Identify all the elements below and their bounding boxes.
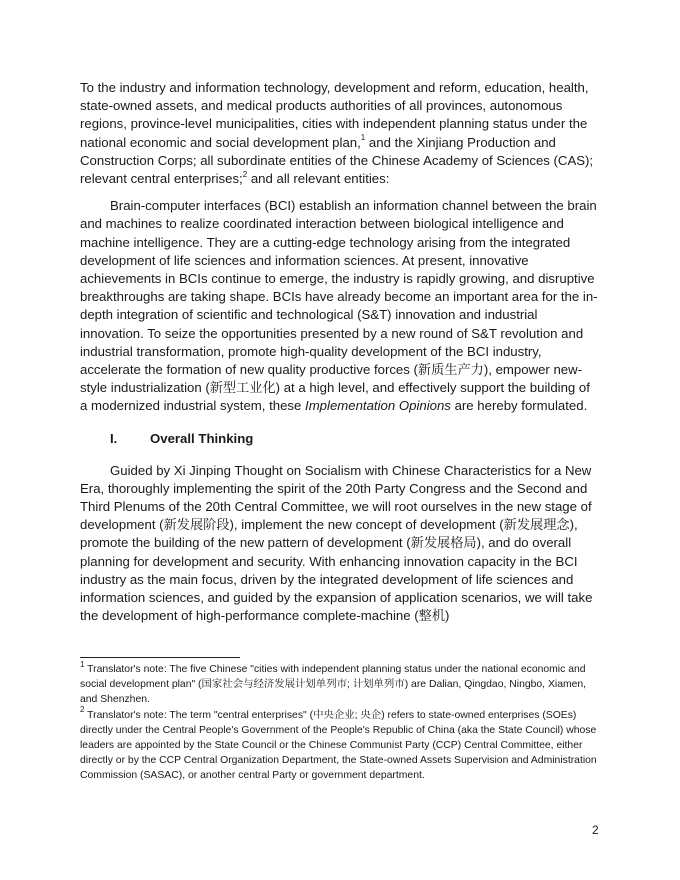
page-number: 2 — [592, 823, 599, 837]
section-heading — [80, 430, 600, 448]
footnote-mark-2: 2 — [80, 705, 85, 715]
addressee-text-2: and the Xinjiang Production and Construction Corps; all subordinate entities of the Chinese Academy of Sciences (CAS); relevant central enterprises; — [80, 134, 594, 187]
footnote-1 — [80, 659, 600, 708]
addressee-text-3: and all relevant entities: — [247, 171, 390, 187]
footnote-text-2: Translator's note: The term "central enterprises" (中央企业; 央企) refers to state-owned enterprises (SOEs) directly under the Central People's Government of the People's Republic of China (aka the State Council) whose leaders are appointed by the State Council or the Chinese Communist Party (CCP) Central Committee, either directly or by the CCP Central Organization Department, the State-owned Assets Supervision and Administration Commission (SASAC), or another central Party or government department. — [80, 709, 597, 782]
addressee-text-1: To the industry and information technology, development and reform, education, health, state-owned assets, and medical products authorities of all provinces, autonomous regions, province-level municipalities, cities with independent planning status under the national economic and social development plan, — [80, 80, 589, 150]
section-number: I. — [110, 430, 118, 446]
footnote-divider — [80, 657, 240, 658]
footnote-2 — [80, 705, 600, 784]
intro-italic-title: Implementation Opinions — [305, 398, 451, 414]
intro-paragraph — [80, 197, 600, 415]
footnote-text-1: Translator's note: The five Chinese "cities with independent planning status under the national economic and social development plan" (国家社会与经济发展计划单列市; 计划单列市) are Dalian, Qingdao, Ningbo, Xiamen, and Shenzhen. — [80, 664, 587, 706]
intro-text-2: are hereby formulated. — [450, 398, 588, 414]
footnotes — [80, 659, 600, 784]
footnote-ref-2[interactable]: 2 — [242, 169, 248, 179]
footnote-mark-1: 1 — [80, 659, 85, 669]
intro-text-1: Brain-computer interfaces (BCI) establish an information channel between the brain and machines to realize coordinated interaction between biological intelligence and machine intelligence. They are a cutting-edge technology arising from the integrated development of life sciences and information sciences. At present, innovative achievements in BCIs continue to emerge, the industry is rapidly growing, and disruptive breakthroughs are taking shape. BCIs have already become an important area for the in-depth integration of scientific and technological (S&T) innovation and industrial innovation. To seize the opportunities presented by a new round of S&T revolution and industrial transformation, promote high-quality development of the BCI industry, accelerate the formation of new quality productive forces (新质生产力), empower new-style industrialization (新型工业化) at a high level, and effectively support the building of a modernized industrial system, these — [80, 198, 598, 414]
addressee-paragraph — [80, 79, 600, 188]
body-text — [80, 79, 600, 625]
section-title: Overall Thinking — [150, 430, 254, 446]
overall-thinking-paragraph: Guided by Xi Jinping Thought on Socialism with Chinese Characteristics for a New Era, thoroughly implementing the spirit of the 20th Party Congress and the Second and Third Plenums of the 20th Central Committee, we will root ourselves in the new stage of development (新发展阶段), implement the new concept of development (新发展理念), promote the building of the new pattern of development (新发展格局), and do overall planning for development and security. With enhancing innovation capacity in the BCI industry as the main focus, driven by the integrated development of life sciences and information sciences, and guided by the expansion of application scenarios, we will take the development of high-performance complete-machine (整机) — [80, 462, 593, 624]
footnote-ref-1[interactable]: 1 — [360, 133, 366, 143]
